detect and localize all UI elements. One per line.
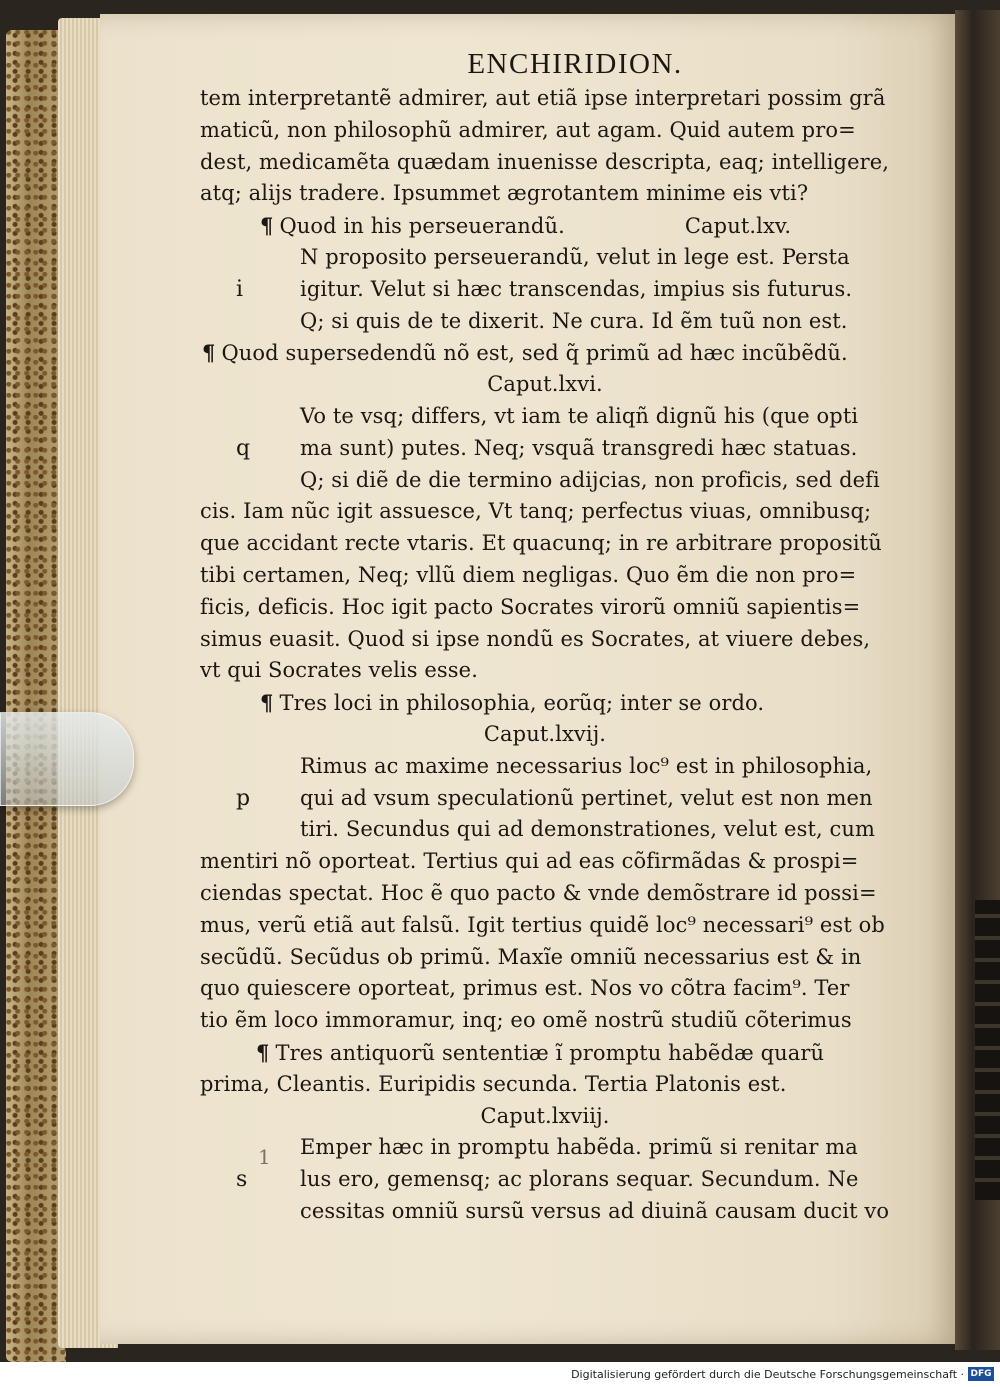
line-content: igitur. Velut si hæc transcendas, impius sis futurus.: [300, 276, 853, 301]
text-line: cis. Iam nũc igit assuesce, Vt tanq; perfectus viuas, omnibusq;: [200, 499, 872, 524]
paragraph-mark: ¶: [202, 340, 216, 366]
text-line: Vo te vsq; differs, vt iam te aliqñ dignũ his (que opti: [300, 403, 859, 428]
text-line: que accidant recte vtaris. Et quacunq; in re arbitrare propositũ: [200, 531, 882, 556]
chapter-number: Caput.lxviij.: [480, 1103, 610, 1128]
text-line: maticũ, non philosophũ admirer, aut agam. Quid autem pro=: [200, 117, 856, 142]
chapter-title: Tres loci in philosophia, eorũq; inter se ordo.: [279, 691, 765, 716]
chapter-number: Caput.lxvi.: [487, 372, 603, 397]
text-line: Emper hæc in promptu habẽda. primũ si renitar ma: [300, 1135, 858, 1160]
text-line: Q; si quis de te dixerit. Ne cura. Id ẽm tuũ non est.: [300, 308, 848, 333]
chapter-title: Quod supersedendũ nõ est, sed q̃ primũ ad hæc incũbẽdũ.: [221, 341, 848, 366]
chapter-heading-cont: prima, Cleantis. Euripidis secunda. Tertia Platonis est.: [200, 1071, 787, 1096]
guide-letter: q: [236, 435, 251, 461]
text-line: tiri. Secundus qui ad demonstrationes, velut est, cum: [300, 817, 876, 842]
facing-page-edge: [975, 900, 1000, 1200]
text-line: tio ẽm loco immoramur, inq; eo omẽ nostrũ studiũ cõterimus: [200, 1008, 852, 1033]
text-line: ciendas spectat. Hoc ẽ quo pacto & vnde demõstrare id possi=: [200, 880, 877, 905]
running-head: ENCHIRIDION.: [467, 48, 683, 80]
glass-weight: [0, 712, 134, 806]
text-line: mentiri nõ oporteat. Tertius qui ad eas cõfirmãdas & prospi=: [200, 849, 859, 874]
chapter-heading: [200, 687, 890, 719]
text-line: atq; alijs tradere. Ipsummet ægrotantem minime eis vti?: [200, 181, 809, 206]
paragraph-mark: ¶: [260, 213, 274, 239]
chapter-heading: [200, 1037, 890, 1069]
text-line: N proposito perseuerandũ, velut in lege est. Persta: [300, 244, 850, 269]
line-content: lus ero, gemensq; ac plorans sequar. Secundum. Ne: [300, 1167, 859, 1192]
text-line: [200, 433, 890, 465]
text-line: mus, verũ etiã aut falsũ. Igit tertius quidẽ loc⁹ necessari⁹ est ob: [200, 912, 885, 937]
page-text: [200, 45, 890, 1228]
chapter-heading: [200, 337, 890, 369]
chapter-number: Caput.lxv.: [684, 214, 792, 239]
text-line: simus euasit. Quod si ipse nondũ es Socrates, at viuere debes,: [200, 626, 871, 651]
chapter-heading: [200, 210, 890, 242]
text-line: secũdũ. Secũdus ob primũ. Maxĩe omniũ necessarius est & in: [200, 944, 862, 969]
chapter-number: Caput.lxvij.: [483, 721, 607, 746]
page-mark: 1: [258, 1145, 271, 1169]
line-content: ma sunt) putes. Neq; vsquã transgredi hæc statuas.: [300, 435, 858, 460]
text-line: [200, 1164, 890, 1196]
dfg-logo: DFG: [968, 1367, 994, 1381]
chapter-title: Tres antiquorũ sententiæ ĩ promptu habẽdæ quarũ: [275, 1040, 825, 1065]
text-line: ficis, deficis. Hoc igit pacto Socrates virorũ omniũ sapientis=: [200, 594, 861, 619]
text-line: quo quiescere oporteat, primus est. Nos vo cõtra facim⁹. Ter: [200, 976, 850, 1001]
chapter-title: Quod in his perseuerandũ.: [279, 214, 565, 239]
paragraph-mark: ¶: [260, 690, 274, 716]
book-cover-edge: [6, 30, 66, 1362]
text-line: Q; si diẽ de die termino adijcias, non proficis, sed defi: [300, 467, 880, 492]
line-content: qui ad vsum speculationũ pertinet, velut est non men: [300, 785, 873, 810]
text-line: cessitas omniũ sursũ versus ad diuinã causam ducit vo: [300, 1198, 890, 1223]
footer-bar: [0, 1362, 1000, 1387]
text-line: Rimus ac maxime necessarius loc⁹ est in philosophia,: [300, 753, 873, 778]
funding-credit: Digitalisierung gefördert durch die Deutsche Forschungsgemeinschaft ·: [571, 1368, 964, 1381]
paragraph-mark: ¶: [256, 1039, 270, 1065]
text-line: vt qui Socrates velis esse.: [200, 658, 478, 683]
text-line: [200, 783, 890, 815]
text-line: tem interpretantẽ admirer, aut etiã ipse interpretari possim grã: [200, 86, 886, 110]
text-line: tibi certamen, Neq; vllũ diem negligas. Quo ẽm die non pro=: [200, 562, 857, 587]
guide-letter: s: [236, 1167, 248, 1193]
guide-letter: i: [236, 276, 244, 302]
guide-letter: p: [236, 785, 251, 811]
text-line: [200, 274, 890, 306]
text-line: dest, medicamẽta quædam inuenisse descripta, eaq; intelligere,: [200, 149, 890, 174]
